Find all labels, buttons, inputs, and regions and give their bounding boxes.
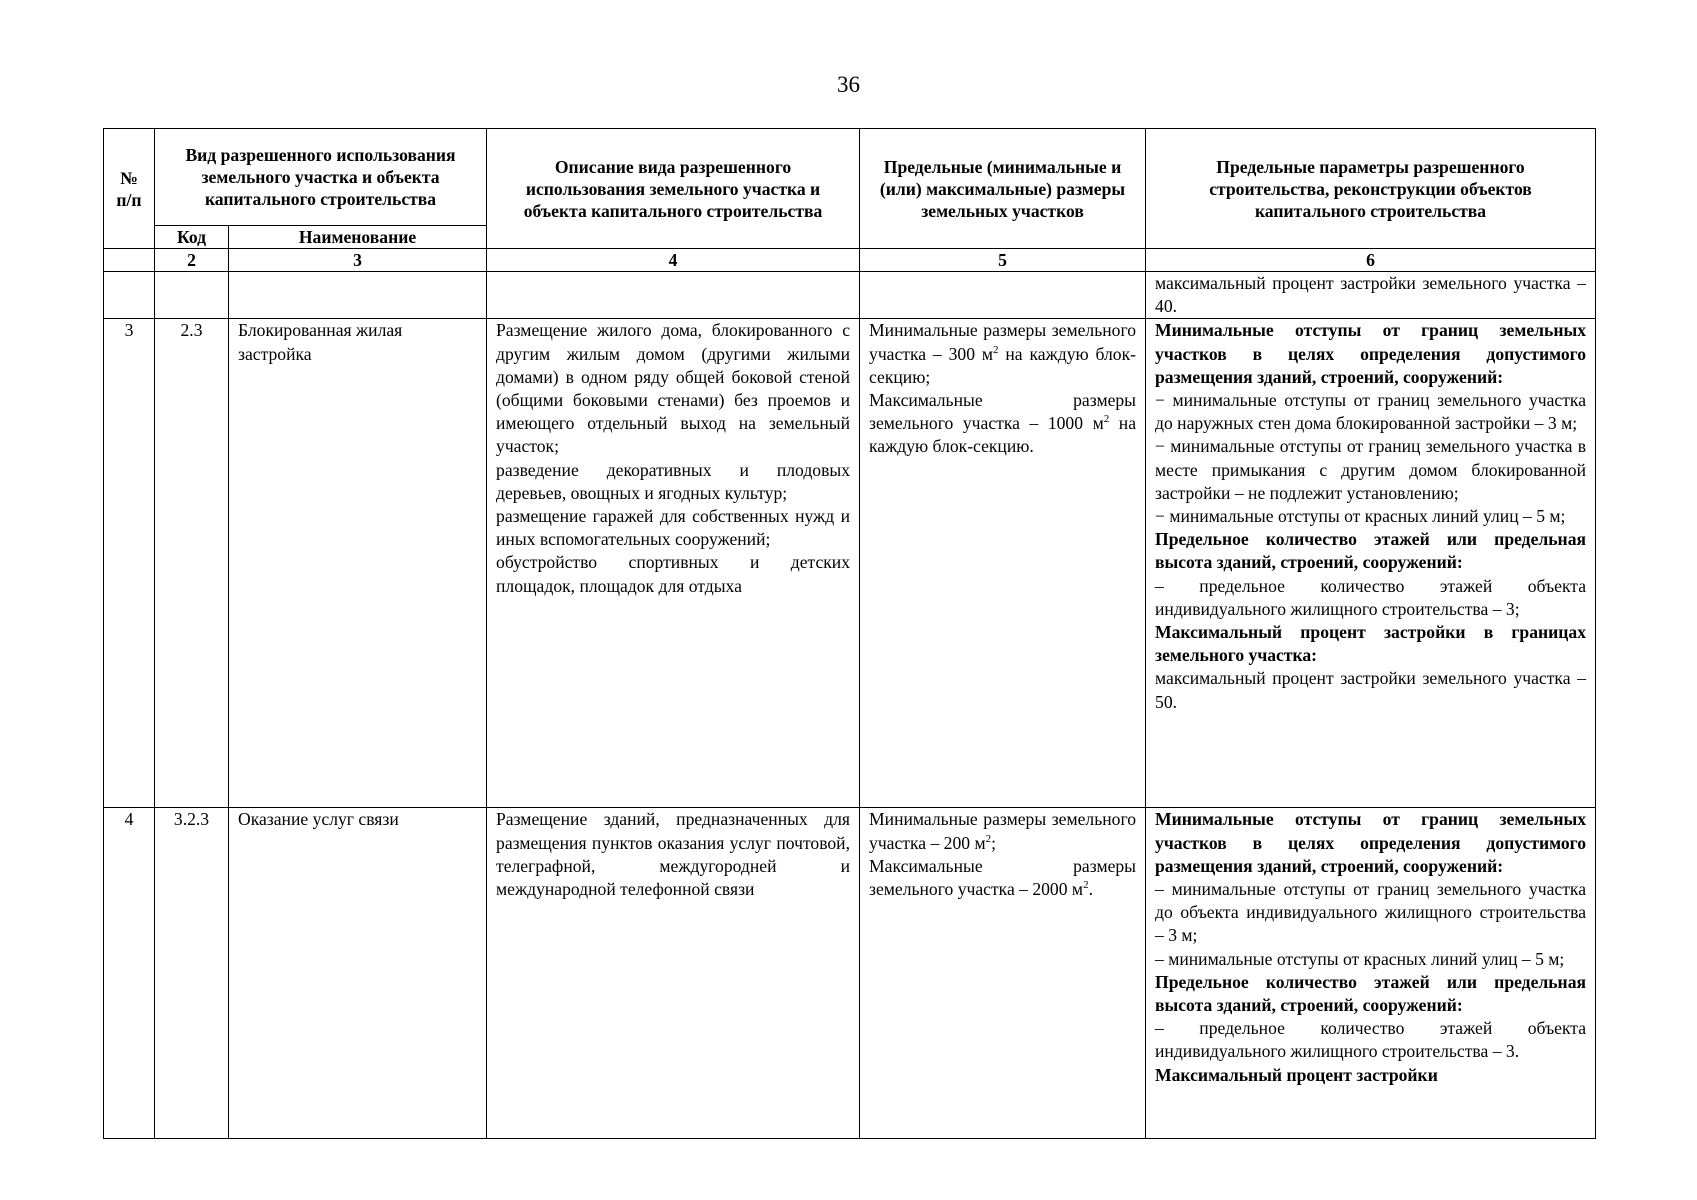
- row-description: [487, 319, 860, 808]
- header-use-type: Вид разрешенного использования земельного участка и объекта капитального строительства: [155, 129, 487, 226]
- description-line: Размещение жилого дома, блокированного с другим жилым домом (другими жилыми домами) в одном ряду общей боковой стеной (общими боковыми стенами) без проемов и имеющего отдельный выход на земельный участок;: [496, 320, 851, 457]
- row-name: Оказание услуг связи: [229, 808, 487, 1139]
- table-row: [104, 808, 1596, 1139]
- land-use-table: [103, 128, 1596, 1139]
- row-code: 3.2.3: [155, 808, 229, 1139]
- empty-cell: [104, 272, 155, 319]
- row-sizes: [860, 808, 1146, 1139]
- empty-cell: [155, 272, 229, 319]
- params-item: − минимальные отступы от границ земельного участка в месте примыкания с другим домом блокированной застройки – не подлежит установлению;: [1155, 436, 1587, 503]
- max-size: Максимальные размеры земельного участка – 1000 $м^2$ на каждую блок-секцию.: [869, 390, 1137, 457]
- min-size: Минимальные размеры земельного участка – 300 $м^2$ на каждую блок-секцию;: [869, 320, 1137, 387]
- max-size: Максимальные размеры земельного участка – 2000 $м^2$.: [869, 855, 1137, 900]
- row-params: [1146, 319, 1596, 808]
- description-line: разведение декоративных и плодовых деревьев, овощных и ягодных культур;: [496, 459, 851, 503]
- params-heading: Минимальные отступы от границ земельных участков в целях определения допустимого размещения зданий, строений, сооружений:: [1155, 320, 1587, 387]
- min-size: Минимальные размеры земельного участка – 200 $м^2$;: [869, 809, 1137, 853]
- header-code: Код: [155, 226, 229, 249]
- column-number: 2: [155, 249, 229, 272]
- header-num: № п/п: [104, 129, 155, 249]
- params-heading: Максимальный процент застройки в границах земельного участка:: [1155, 622, 1587, 666]
- params-item: – предельное количество этажей объекта индивидуального жилищного строительства – 3;: [1155, 575, 1587, 619]
- empty-cell: [229, 272, 487, 319]
- row-name: Блокированная жилая застройка: [229, 319, 487, 808]
- page-number: 36: [837, 72, 860, 97]
- column-number: 4: [487, 249, 860, 272]
- params-cell: максимальный процент застройки земельного участка – 40.: [1146, 272, 1596, 319]
- params-heading: Максимальный процент застройки: [1155, 1064, 1438, 1085]
- description-line: обустройство спортивных и детских площадок, площадок для отдыха: [496, 552, 851, 596]
- header-row: [104, 129, 1596, 226]
- params-heading: Минимальные отступы от границ земельных участков в целях определения допустимого размещения зданий, строений, сооружений:: [1155, 809, 1587, 876]
- header-name: Наименование: [229, 226, 487, 249]
- empty-cell: [860, 272, 1146, 319]
- table-row: [104, 319, 1596, 808]
- column-number: 6: [1146, 249, 1596, 272]
- row-number: 3: [104, 319, 155, 808]
- params-item: − минимальные отступы от красных линий улиц – 5 м;: [1155, 506, 1566, 527]
- params-heading: Предельное количество этажей или предельная высота зданий, строений, сооружений:: [1155, 529, 1587, 573]
- params-item: – минимальные отступы от красных линий улиц – 5 м;: [1155, 948, 1565, 969]
- description-line: размещение гаражей для собственных нужд и иных вспомогательных сооружений;: [496, 506, 851, 550]
- params-heading: Предельное количество этажей или предельная высота зданий, строений, сооружений:: [1155, 971, 1587, 1016]
- column-number-row: [104, 249, 1596, 272]
- header-description: Описание вида разрешенного использования земельного участка и объекта капитального строительства: [487, 129, 860, 249]
- header-params: Предельные параметры разрешенного строительства, реконструкции объектов капитального строительства: [1146, 129, 1596, 249]
- row-params: [1146, 808, 1596, 1139]
- row-code: 2.3: [155, 319, 229, 808]
- params-item: – минимальные отступы от границ земельного участка до объекта индивидуального жилищного строительства – 3 м;: [1155, 879, 1587, 946]
- column-number: 3: [229, 249, 487, 272]
- column-number: 5: [860, 249, 1146, 272]
- row-number: 4: [104, 808, 155, 1139]
- params-item: – предельное количество этажей объекта индивидуального жилищного строительства – 3.: [1155, 1018, 1587, 1062]
- continuation-row: [104, 272, 1596, 319]
- header-sizes: Предельные (минимальные и (или) максимальные) размеры земельных участков: [860, 129, 1146, 249]
- row-description: [487, 808, 860, 1139]
- params-item: максимальный процент застройки земельного участка – 50.: [1155, 668, 1587, 712]
- row-sizes: [860, 319, 1146, 808]
- column-number: [104, 249, 155, 272]
- empty-cell: [487, 272, 860, 319]
- description-line: Размещение зданий, предназначенных для размещения пунктов оказания услуг почтовой, телеграфной, междугородней и международной телефонной связи: [496, 809, 851, 900]
- params-item: − минимальные отступы от границ земельного участка до наружных стен дома блокированной застройки – 3 м;: [1155, 390, 1587, 434]
